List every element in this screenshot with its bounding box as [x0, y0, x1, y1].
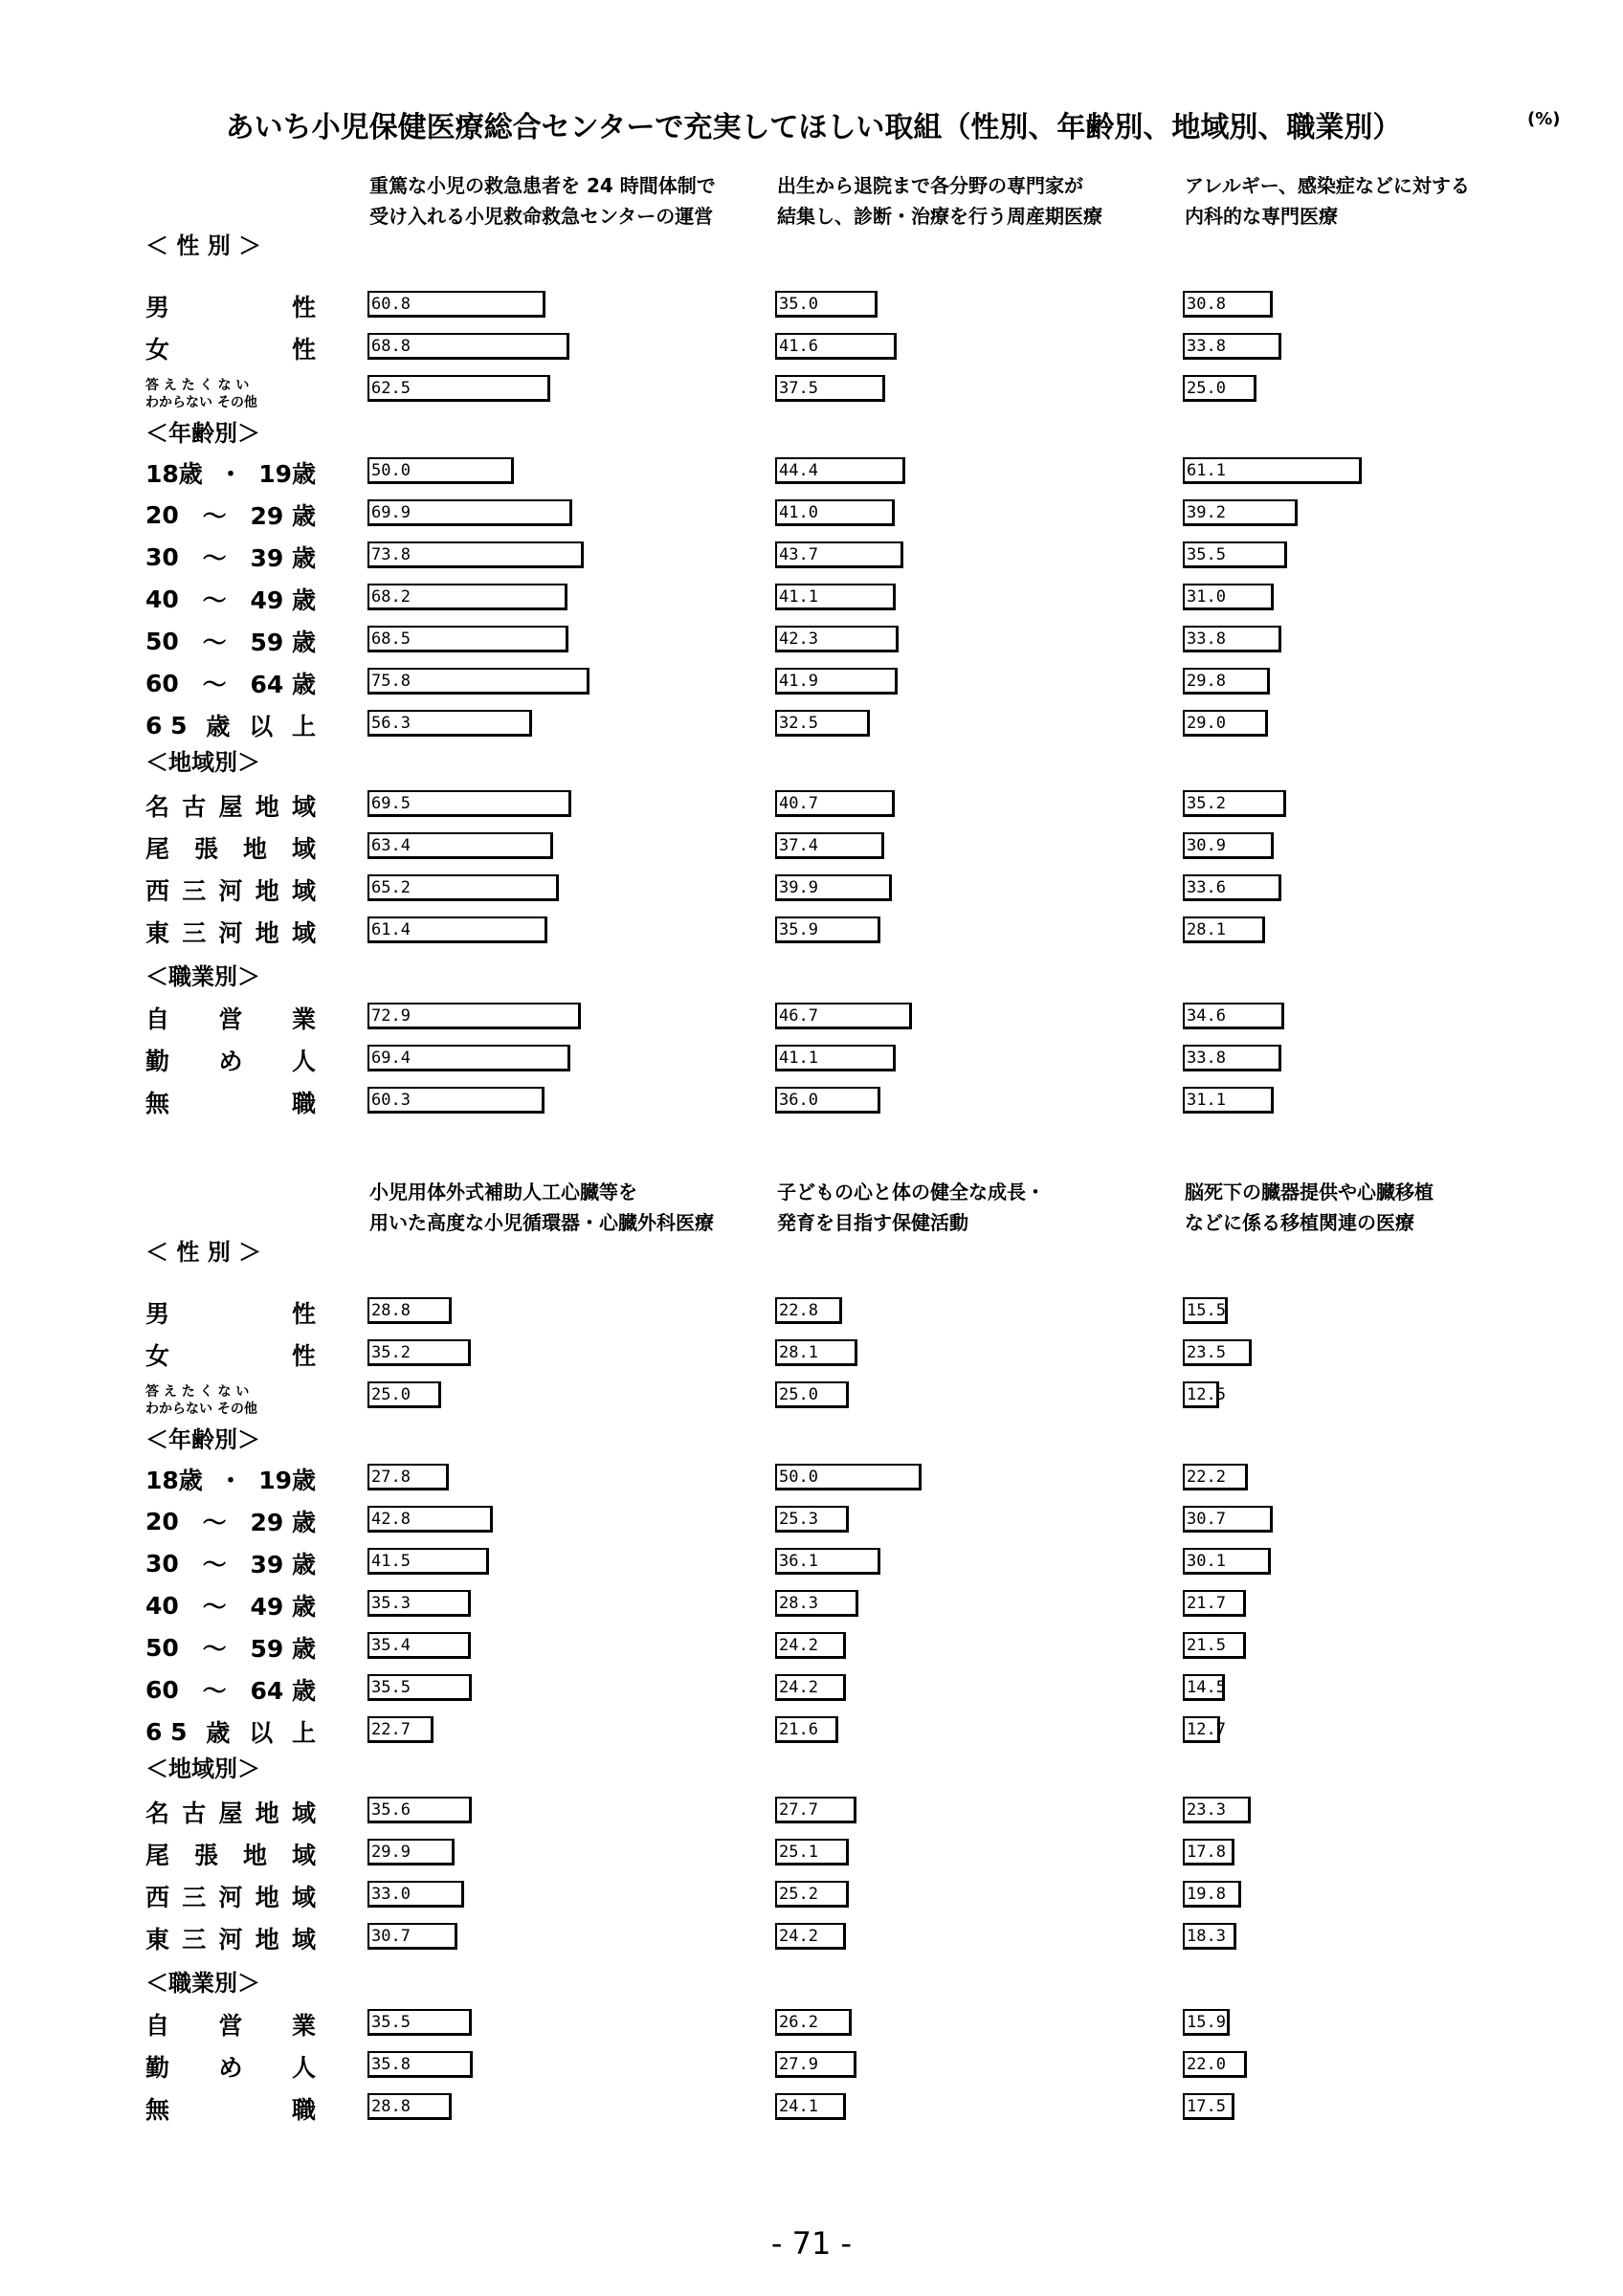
page-number: - 71 - — [770, 2225, 853, 2262]
bar: 63.4 — [367, 832, 553, 859]
row-label-part: ～ — [202, 1551, 227, 1578]
bar: 42.8 — [367, 1506, 493, 1533]
bar: 25.3 — [775, 1506, 849, 1533]
row-label — [145, 497, 316, 532]
bar: 39.9 — [775, 874, 892, 901]
bar: 32.5 — [775, 710, 870, 737]
row-label-part: ～ — [202, 544, 227, 572]
bar: 33.8 — [1183, 1045, 1281, 1071]
bar: 18.3 — [1183, 1923, 1236, 1950]
series-header-line: アレルギー、感染症などに対する — [1185, 174, 1470, 197]
bar: 28.1 — [775, 1339, 857, 1366]
bar: 21.6 — [775, 1716, 838, 1743]
bar: 28.8 — [367, 1297, 452, 1324]
page-title: あいち小児保健医療総合センターで充実してほしい取組（性別、年齢別、地域別、職業別） — [225, 111, 1402, 144]
bar: 30.7 — [1183, 1506, 1273, 1533]
bar: 26.2 — [775, 2009, 852, 2036]
row-label-part: 20 — [145, 1507, 179, 1535]
row-label-part: 18歳 — [145, 460, 203, 488]
bar: 41.6 — [775, 333, 897, 360]
row-label-part: 50 — [145, 627, 179, 655]
bar: 34.6 — [1183, 1003, 1284, 1029]
series-header-line: 受け入れる小児救命救急センターの運営 — [369, 205, 714, 228]
row-label-part: 39 歳 — [250, 1551, 316, 1578]
bar: 36.1 — [775, 1548, 880, 1575]
bar: 24.2 — [775, 1632, 846, 1659]
row-label-part: 営 — [218, 1005, 243, 1033]
row-label — [145, 1085, 316, 1119]
row-label-part: 60 — [145, 669, 179, 697]
bar: 42.3 — [775, 626, 899, 652]
row-label-part: 屋 — [218, 793, 243, 821]
row-label-part: 古 — [182, 1799, 207, 1827]
row-label — [145, 1630, 316, 1665]
bar: 30.1 — [1183, 1548, 1271, 1575]
series-header-line: 重篤な小児の救急患者を 24 時間体制で — [369, 174, 716, 197]
row-label-part: 勤 — [145, 1048, 170, 1075]
bar: 29.8 — [1183, 668, 1270, 695]
group-label: ＜ 性 別 ＞ — [145, 232, 262, 259]
row-label-part: 自 — [145, 1005, 170, 1033]
bar: 35.0 — [775, 291, 878, 318]
row-label-part: 地 — [242, 835, 267, 863]
row-label-part: 49 歳 — [250, 586, 316, 614]
row-label-part: 張 — [193, 835, 218, 863]
series-header-line: 用いた高度な小児循環器・心臓外科医療 — [369, 1211, 714, 1234]
bar: 60.8 — [367, 291, 545, 318]
row-label-part: わからない その他 — [145, 1402, 257, 1417]
bar: 35.8 — [367, 2051, 473, 2078]
row-label — [145, 1546, 316, 1580]
bar: 15.9 — [1183, 2009, 1230, 2036]
bar: 68.2 — [367, 584, 567, 610]
row-label-part: 張 — [193, 1842, 218, 1869]
row-label — [145, 1714, 316, 1749]
row-label-part: 女 — [145, 336, 170, 364]
row-label-part: 河 — [218, 1926, 243, 1954]
row-label-part: ～ — [202, 671, 227, 698]
bar: 15.5 — [1183, 1297, 1228, 1324]
bar: 41.1 — [775, 1045, 896, 1071]
row-label-part: 域 — [291, 1799, 316, 1827]
series-header-line: 結集し、診断・治療を行う周産期医療 — [777, 205, 1102, 228]
bar: 35.6 — [367, 1797, 472, 1823]
bar: 68.5 — [367, 626, 568, 652]
bar: 33.8 — [1183, 626, 1281, 652]
row-label-part: 男 — [145, 294, 170, 321]
bar: 12.5 — [1183, 1381, 1219, 1408]
row-label-part: 西 — [145, 1884, 170, 1911]
row-label-part: 男 — [145, 1300, 170, 1328]
group-label: ＜地域別＞ — [145, 1755, 260, 1782]
bar: 73.8 — [367, 541, 584, 568]
row-label-part: 地 — [255, 877, 279, 905]
row-label — [145, 1504, 316, 1538]
row-label-part: 30 — [145, 542, 179, 571]
row-label-part: 地 — [242, 1842, 267, 1869]
row-label — [145, 788, 316, 823]
row-label-part: ～ — [202, 1635, 227, 1663]
row-label-part: 域 — [291, 877, 316, 905]
row-label-part: 域 — [291, 1926, 316, 1954]
bar: 30.8 — [1183, 291, 1273, 318]
row-label-part: 無 — [145, 2096, 170, 2124]
series-header-line: などに係る移植関連の医療 — [1185, 1211, 1414, 1234]
bar: 35.5 — [1183, 541, 1287, 568]
row-label-part: 域 — [291, 1884, 316, 1911]
row-label-part: 三 — [182, 1884, 207, 1911]
bar: 41.5 — [367, 1548, 489, 1575]
row-label-part: 性 — [291, 294, 316, 321]
bar: 28.3 — [775, 1590, 858, 1617]
row-label-part: ～ — [202, 1509, 227, 1536]
bar: 19.8 — [1183, 1881, 1241, 1908]
row-label-part: ～ — [202, 1677, 227, 1705]
bar: 14.5 — [1183, 1674, 1225, 1701]
bar: 24.2 — [775, 1923, 846, 1950]
row-label-part: 39 歳 — [250, 544, 316, 572]
row-label-part: 三 — [182, 919, 207, 947]
row-label-part: め — [218, 1048, 243, 1075]
series-header — [1185, 1177, 1567, 1238]
bar: 22.8 — [775, 1297, 842, 1324]
row-label-part: 以 — [249, 1719, 274, 1747]
row-label-part: 三 — [182, 877, 207, 905]
bar: 39.2 — [1183, 499, 1298, 526]
row-label-part: 人 — [291, 1048, 316, 1075]
bar: 36.0 — [775, 1087, 880, 1114]
row-label — [145, 1462, 316, 1496]
bar: 23.5 — [1183, 1339, 1252, 1366]
row-label — [145, 624, 316, 658]
bar: 31.0 — [1183, 584, 1274, 610]
row-label-part: ～ — [202, 502, 227, 530]
series-header — [1185, 170, 1567, 232]
bar: 22.2 — [1183, 1464, 1248, 1490]
series-header-line: 発育を目指す保健活動 — [777, 1211, 968, 1234]
bar: 12.7 — [1183, 1716, 1220, 1743]
row-label-part: 西 — [145, 877, 170, 905]
row-label-part: 東 — [145, 1926, 170, 1954]
row-label-part: 上 — [291, 1719, 316, 1747]
bar: 35.2 — [1183, 790, 1286, 817]
bar: 65.2 — [367, 874, 559, 901]
row-label-part: 人 — [291, 2054, 316, 2082]
bar: 22.7 — [367, 1716, 434, 1743]
bar: 35.9 — [775, 916, 880, 943]
series-header-line: 脳死下の臓器提供や心臓移植 — [1185, 1181, 1434, 1203]
bar: 25.1 — [775, 1839, 849, 1866]
row-label-part: 地 — [255, 1884, 279, 1911]
row-label-part: 地 — [255, 1926, 279, 1954]
row-label-part: 名 — [145, 793, 170, 821]
row-label-part: 性 — [291, 1342, 316, 1370]
bar: 27.7 — [775, 1797, 856, 1823]
row-label — [145, 1837, 316, 1871]
row-label-part: 19歳 — [258, 460, 316, 488]
row-label — [145, 1921, 316, 1955]
row-label-part: ・ — [218, 460, 243, 488]
bar: 41.0 — [775, 499, 895, 526]
bar: 56.3 — [367, 710, 532, 737]
bar: 33.8 — [1183, 333, 1281, 360]
row-label-part: 30 — [145, 1549, 179, 1578]
row-label-part: 49 歳 — [250, 1593, 316, 1621]
series-header-line: 内科的な専門医療 — [1185, 205, 1338, 228]
row-label — [145, 1795, 316, 1829]
row-label-part: 40 — [145, 585, 179, 613]
bar: 69.5 — [367, 790, 571, 817]
row-label-part: 64 歳 — [250, 1677, 316, 1705]
row-label-part: 地 — [255, 919, 279, 947]
row-label — [145, 331, 316, 365]
bar: 29.9 — [367, 1839, 455, 1866]
row-label-part: ・ — [218, 1467, 243, 1494]
row-label — [145, 375, 316, 413]
bar: 25.0 — [367, 1381, 441, 1408]
bar: 35.5 — [367, 1674, 472, 1701]
series-header-line: 小児用体外式補助人工心臓等を — [369, 1181, 637, 1203]
bar: 35.2 — [367, 1339, 471, 1366]
group-label: ＜職業別＞ — [145, 1970, 260, 1997]
bar: 35.5 — [367, 2009, 472, 2036]
row-label-part: 59 歳 — [250, 1635, 316, 1663]
row-label-part: め — [218, 2054, 243, 2082]
bar: 72.9 — [367, 1003, 581, 1029]
bar: 37.5 — [775, 375, 885, 402]
row-label-part: 職 — [291, 1090, 316, 1117]
row-label-part: 6 5 — [145, 1717, 188, 1746]
bar: 43.7 — [775, 541, 903, 568]
bar: 33.6 — [1183, 874, 1281, 901]
row-label — [145, 830, 316, 865]
bar: 35.4 — [367, 1632, 471, 1659]
bar: 27.8 — [367, 1464, 449, 1490]
row-label-part: 河 — [218, 877, 243, 905]
series-header-line: 出生から退院まで各分野の専門家が — [777, 174, 1083, 197]
bar: 41.1 — [775, 584, 896, 610]
bar: 33.0 — [367, 1881, 464, 1908]
row-label — [145, 1672, 316, 1707]
series-header — [777, 1177, 1160, 1238]
row-label-part: 尾 — [145, 1842, 170, 1869]
bar: 22.0 — [1183, 2051, 1247, 2078]
row-label-part: 名 — [145, 1799, 170, 1827]
row-label-part: 19歳 — [258, 1467, 316, 1494]
row-label-part: 29 歳 — [250, 1509, 316, 1536]
row-label-part: 業 — [291, 2012, 316, 2040]
row-label-part: わからない その他 — [145, 395, 257, 410]
bar: 17.8 — [1183, 1839, 1234, 1866]
bar: 28.8 — [367, 2093, 452, 2120]
row-label-part: 河 — [218, 1884, 243, 1911]
row-label-part: 勤 — [145, 2054, 170, 2082]
bar: 61.4 — [367, 916, 547, 943]
bar: 40.7 — [775, 790, 895, 817]
bar: 62.5 — [367, 375, 550, 402]
bar: 28.1 — [1183, 916, 1265, 943]
group-label: ＜職業別＞ — [145, 963, 260, 990]
bar: 37.4 — [775, 832, 884, 859]
row-label — [145, 872, 316, 907]
row-label-part: 三 — [182, 1926, 207, 1954]
row-label-part: 性 — [291, 336, 316, 364]
bar: 31.1 — [1183, 1087, 1274, 1114]
group-label: ＜年齢別＞ — [145, 420, 260, 447]
row-label — [145, 708, 316, 742]
bar: 35.3 — [367, 1590, 471, 1617]
bar: 46.7 — [775, 1003, 912, 1029]
row-label-part: 域 — [291, 919, 316, 947]
bar: 25.2 — [775, 1881, 849, 1908]
unit-label: (%) — [1527, 109, 1561, 129]
bar: 30.9 — [1183, 832, 1274, 859]
row-label-part: 60 — [145, 1675, 179, 1704]
bar: 17.5 — [1183, 2093, 1234, 2120]
bar: 29.0 — [1183, 710, 1268, 737]
row-label-part: 20 — [145, 500, 179, 529]
row-label — [145, 289, 316, 323]
series-header — [777, 170, 1160, 232]
series-header — [369, 170, 752, 232]
row-label-part: 無 — [145, 1090, 170, 1117]
row-label-part: 答 え た く な い — [145, 1384, 250, 1400]
row-label-part: 東 — [145, 919, 170, 947]
bar: 50.0 — [775, 1464, 922, 1490]
row-label-part: 業 — [291, 1005, 316, 1033]
row-label-part: 営 — [218, 2012, 243, 2040]
bar: 27.9 — [775, 2051, 856, 2078]
row-label — [145, 1337, 316, 1372]
group-label: ＜地域別＞ — [145, 749, 260, 776]
row-label — [145, 1295, 316, 1330]
row-label — [145, 455, 316, 490]
bar: 24.2 — [775, 1674, 846, 1701]
row-label-part: ～ — [202, 586, 227, 614]
bar: 68.8 — [367, 333, 569, 360]
group-label: ＜ 性 別 ＞ — [145, 1239, 262, 1266]
row-label-part: 屋 — [218, 1799, 243, 1827]
bar: 25.0 — [775, 1381, 849, 1408]
row-label-part: 尾 — [145, 835, 170, 863]
bar: 21.5 — [1183, 1632, 1246, 1659]
bar: 44.4 — [775, 457, 905, 484]
row-label — [145, 1043, 316, 1077]
row-label — [145, 582, 316, 616]
row-label-part: 50 — [145, 1633, 179, 1662]
row-label — [145, 2091, 316, 2126]
bar: 41.9 — [775, 668, 898, 695]
row-label — [145, 1588, 316, 1623]
bar: 25.0 — [1183, 375, 1256, 402]
row-label — [145, 1001, 316, 1035]
bar: 69.4 — [367, 1045, 570, 1071]
row-label — [145, 540, 316, 574]
row-label — [145, 1381, 316, 1420]
row-label-part: 職 — [291, 2096, 316, 2124]
row-label-part: 域 — [291, 1842, 316, 1869]
series-header-line: 子どもの心と体の健全な成長・ — [777, 1181, 1045, 1203]
row-label-part: 女 — [145, 1342, 170, 1370]
row-label-part: 上 — [291, 713, 316, 740]
bar: 60.3 — [367, 1087, 545, 1114]
bar: 24.1 — [775, 2093, 846, 2120]
row-label — [145, 2049, 316, 2084]
row-label-part: 性 — [291, 1300, 316, 1328]
bar: 21.7 — [1183, 1590, 1246, 1617]
bar: 30.7 — [367, 1923, 457, 1950]
row-label — [145, 666, 316, 700]
row-label-part: 以 — [249, 713, 274, 740]
row-label — [145, 2007, 316, 2042]
row-label-part: 歳 — [206, 1719, 231, 1747]
row-label-part: 域 — [291, 835, 316, 863]
row-label-part: 6 5 — [145, 711, 188, 740]
row-label-part: 古 — [182, 793, 207, 821]
row-label-part: 64 歳 — [250, 671, 316, 698]
bar: 50.0 — [367, 457, 514, 484]
row-label-part: 答 え た く な い — [145, 378, 250, 393]
row-label-part: 40 — [145, 1591, 179, 1620]
row-label-part: 自 — [145, 2012, 170, 2040]
row-label-part: 地 — [255, 1799, 279, 1827]
bar: 69.9 — [367, 499, 572, 526]
row-label — [145, 1879, 316, 1913]
row-label-part: ～ — [202, 1593, 227, 1621]
row-label-part: 18歳 — [145, 1467, 203, 1494]
row-label-part: 29 歳 — [250, 502, 316, 530]
bar: 23.3 — [1183, 1797, 1251, 1823]
group-label: ＜年齢別＞ — [145, 1426, 260, 1453]
row-label-part: 歳 — [206, 713, 231, 740]
row-label-part: 域 — [291, 793, 316, 821]
row-label-part: ～ — [202, 629, 227, 656]
row-label — [145, 915, 316, 949]
series-header — [369, 1177, 752, 1238]
row-label-part: 河 — [218, 919, 243, 947]
row-label-part: 59 歳 — [250, 629, 316, 656]
bar: 61.1 — [1183, 457, 1362, 484]
row-label-part: 地 — [255, 793, 279, 821]
bar: 75.8 — [367, 668, 589, 695]
